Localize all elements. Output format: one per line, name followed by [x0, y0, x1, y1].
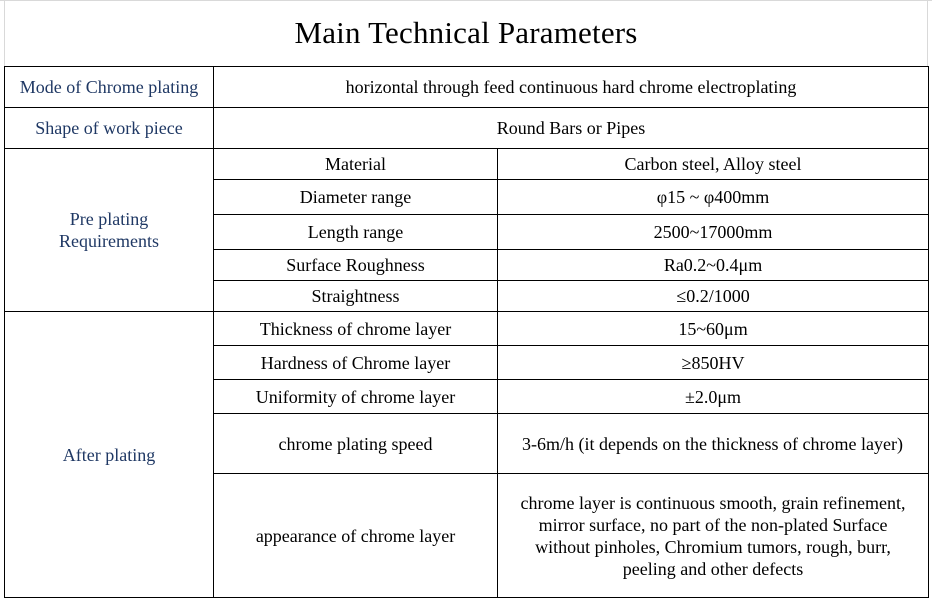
pre-plating-label-line1: Pre plating	[69, 209, 149, 229]
page-title: Main Technical Parameters	[294, 15, 638, 50]
appearance-line-2: mirror surface, no part of the non-plated Surface	[538, 514, 888, 535]
after-param-hardness: Hardness of Chrome layer	[214, 346, 498, 380]
pre-value-straightness: ≤0.2/1000	[498, 281, 929, 312]
after-param-uniformity: Uniformity of chrome layer	[214, 380, 498, 414]
pre-value-roughness: Ra0.2~0.4μm	[498, 250, 929, 281]
after-param-appearance: appearance of chrome layer	[214, 474, 498, 598]
mode-value: horizontal through feed continuous hard chrome electroplating	[214, 67, 929, 108]
pre-param-material: Material	[214, 149, 498, 180]
pre-plating-group-label	[5, 149, 214, 312]
pre-value-material: Carbon steel, Alloy steel	[498, 149, 929, 180]
after-plating-group-label: After plating	[5, 312, 214, 598]
after-value-thickness: 15~60μm	[498, 312, 929, 346]
after-value-uniformity: ±2.0μm	[498, 380, 929, 414]
appearance-line-3: without pinholes, Chromium tumors, rough, burr,	[535, 536, 891, 557]
appearance-line-4: peeling and other defects	[622, 558, 804, 579]
table-row-shape	[5, 108, 929, 149]
table-row-mode	[5, 67, 929, 108]
appearance-line-1: chrome layer is continuous smooth, grain refinement,	[520, 492, 906, 513]
pre-param-roughness: Surface Roughness	[214, 250, 498, 281]
pre-param-diameter: Diameter range	[214, 180, 498, 215]
after-value-appearance	[498, 474, 929, 598]
pre-param-length: Length range	[214, 215, 498, 250]
pre-value-diameter: φ15 ~ φ400mm	[498, 180, 929, 215]
table-row-after-thickness	[5, 312, 929, 346]
parameters-table	[4, 66, 929, 598]
pre-plating-label-line2: Requirements	[59, 231, 159, 251]
after-param-speed: chrome plating speed	[214, 414, 498, 474]
mode-label: Mode of Chrome plating	[5, 67, 214, 108]
shape-label: Shape of work piece	[5, 108, 214, 149]
shape-value: Round Bars or Pipes	[214, 108, 929, 149]
table-row-pre-material	[5, 149, 929, 180]
after-value-hardness: ≥850HV	[498, 346, 929, 380]
pre-value-length: 2500~17000mm	[498, 215, 929, 250]
pre-param-straightness: Straightness	[214, 281, 498, 312]
after-value-speed: 3-6m/h (it depends on the thickness of chrome layer)	[498, 414, 929, 474]
after-param-thickness: Thickness of chrome layer	[214, 312, 498, 346]
